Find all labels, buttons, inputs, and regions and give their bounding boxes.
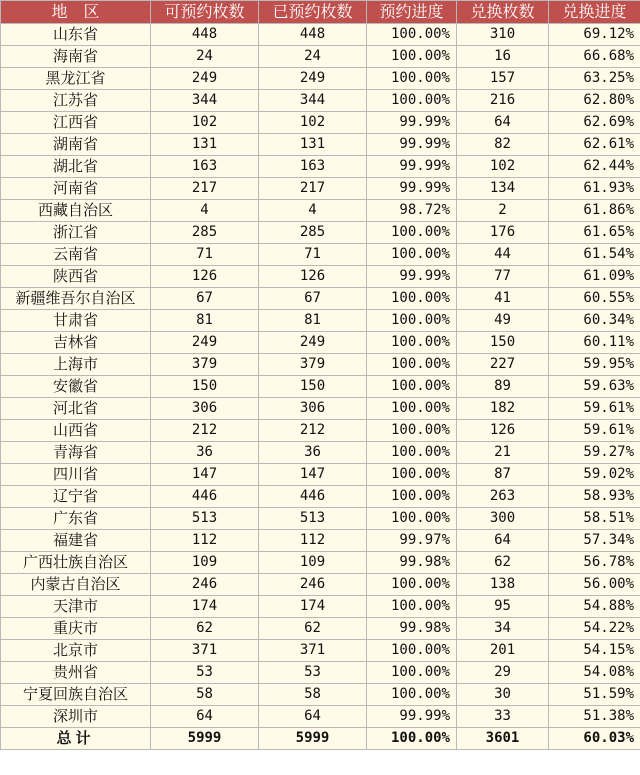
table-row: [1, 640, 640, 662]
table-row: [1, 112, 640, 134]
region-cell: 天津市: [1, 596, 151, 618]
region-cell: 江西省: [1, 112, 151, 134]
reservation-progress-cell: 100.00%: [367, 596, 457, 618]
region-cell: 深圳市: [1, 706, 151, 728]
exchanged-count-cell: 126: [457, 420, 549, 442]
exchanged-count-cell: 150: [457, 332, 549, 354]
exchanged-count-cell: 2: [457, 200, 549, 222]
reserved-count-cell: 71: [259, 244, 367, 266]
reserved-count-cell: 5999: [259, 728, 367, 750]
available-count-cell: 71: [151, 244, 259, 266]
region-cell: 湖北省: [1, 156, 151, 178]
region-cell: 广西壮族自治区: [1, 552, 151, 574]
reserved-count-cell: 306: [259, 398, 367, 420]
region-cell: 河北省: [1, 398, 151, 420]
table-row: [1, 662, 640, 684]
available-count-cell: 446: [151, 486, 259, 508]
exchange-progress-cell: 60.03%: [549, 728, 640, 750]
table-row: [1, 486, 640, 508]
table-row: [1, 596, 640, 618]
region-cell: 贵州省: [1, 662, 151, 684]
reserved-count-cell: 4: [259, 200, 367, 222]
header-reservation-progress: 预约进度: [367, 1, 457, 24]
region-cell: 陕西省: [1, 266, 151, 288]
available-count-cell: 102: [151, 112, 259, 134]
region-cell: 北京市: [1, 640, 151, 662]
reservation-progress-cell: 100.00%: [367, 222, 457, 244]
exchanged-count-cell: 44: [457, 244, 549, 266]
table-row: [1, 618, 640, 640]
region-cell: 新疆维吾尔自治区: [1, 288, 151, 310]
reservation-progress-cell: 100.00%: [367, 640, 457, 662]
table-row: [1, 552, 640, 574]
exchanged-count-cell: 41: [457, 288, 549, 310]
exchanged-count-cell: 29: [457, 662, 549, 684]
available-count-cell: 371: [151, 640, 259, 662]
exchanged-count-cell: 34: [457, 618, 549, 640]
available-count-cell: 249: [151, 332, 259, 354]
table-row: [1, 222, 640, 244]
reserved-count-cell: 285: [259, 222, 367, 244]
table-row: [1, 706, 640, 728]
reservation-progress-cell: 99.98%: [367, 552, 457, 574]
region-cell: 山东省: [1, 24, 151, 46]
exchanged-count-cell: 77: [457, 266, 549, 288]
reservation-progress-cell: 99.99%: [367, 706, 457, 728]
table-row: [1, 508, 640, 530]
reserved-count-cell: 102: [259, 112, 367, 134]
exchange-progress-cell: 54.15%: [549, 640, 640, 662]
reservation-progress-cell: 100.00%: [367, 464, 457, 486]
region-cell: 甘肃省: [1, 310, 151, 332]
table-row: [1, 574, 640, 596]
exchange-progress-cell: 63.25%: [549, 68, 640, 90]
total-row: [1, 728, 640, 750]
exchange-progress-cell: 58.51%: [549, 508, 640, 530]
reservation-progress-cell: 100.00%: [367, 574, 457, 596]
available-count-cell: 174: [151, 596, 259, 618]
exchanged-count-cell: 16: [457, 46, 549, 68]
region-cell: 总计: [1, 728, 151, 750]
table-row: [1, 332, 640, 354]
region-cell: 上海市: [1, 354, 151, 376]
region-cell: 山西省: [1, 420, 151, 442]
reservation-progress-cell: 100.00%: [367, 310, 457, 332]
reserved-count-cell: 150: [259, 376, 367, 398]
available-count-cell: 4: [151, 200, 259, 222]
region-cell: 福建省: [1, 530, 151, 552]
reserved-count-cell: 53: [259, 662, 367, 684]
table-row: [1, 266, 640, 288]
reserved-count-cell: 147: [259, 464, 367, 486]
reserved-count-cell: 67: [259, 288, 367, 310]
exchanged-count-cell: 89: [457, 376, 549, 398]
exchange-progress-cell: 56.78%: [549, 552, 640, 574]
reservation-progress-cell: 99.97%: [367, 530, 457, 552]
reserved-count-cell: 64: [259, 706, 367, 728]
exchanged-count-cell: 62: [457, 552, 549, 574]
exchange-progress-cell: 59.27%: [549, 442, 640, 464]
exchange-progress-cell: 57.34%: [549, 530, 640, 552]
table-row: [1, 156, 640, 178]
region-cell: 广东省: [1, 508, 151, 530]
region-cell: 湖南省: [1, 134, 151, 156]
available-count-cell: 150: [151, 376, 259, 398]
exchanged-count-cell: 33: [457, 706, 549, 728]
reservation-progress-cell: 100.00%: [367, 420, 457, 442]
available-count-cell: 126: [151, 266, 259, 288]
reservation-progress-cell: 100.00%: [367, 244, 457, 266]
reserved-count-cell: 163: [259, 156, 367, 178]
available-count-cell: 513: [151, 508, 259, 530]
exchange-progress-cell: 56.00%: [549, 574, 640, 596]
available-count-cell: 448: [151, 24, 259, 46]
region-cell: 内蒙古自治区: [1, 574, 151, 596]
reservation-progress-cell: 98.72%: [367, 200, 457, 222]
exchange-progress-cell: 66.68%: [549, 46, 640, 68]
region-cell: 海南省: [1, 46, 151, 68]
exchange-progress-cell: 59.95%: [549, 354, 640, 376]
available-count-cell: 212: [151, 420, 259, 442]
available-count-cell: 112: [151, 530, 259, 552]
available-count-cell: 131: [151, 134, 259, 156]
exchange-progress-cell: 61.09%: [549, 266, 640, 288]
header-reserved-count: 已预约枚数: [259, 1, 367, 24]
reserved-count-cell: 217: [259, 178, 367, 200]
region-cell: 黑龙江省: [1, 68, 151, 90]
exchange-progress-cell: 59.02%: [549, 464, 640, 486]
reservation-progress-cell: 99.99%: [367, 112, 457, 134]
available-count-cell: 246: [151, 574, 259, 596]
table-row: [1, 464, 640, 486]
exchange-progress-cell: 60.11%: [549, 332, 640, 354]
region-cell: 浙江省: [1, 222, 151, 244]
exchange-progress-cell: 51.59%: [549, 684, 640, 706]
available-count-cell: 217: [151, 178, 259, 200]
available-count-cell: 64: [151, 706, 259, 728]
available-count-cell: 36: [151, 442, 259, 464]
exchanged-count-cell: 300: [457, 508, 549, 530]
table-row: [1, 200, 640, 222]
reserved-count-cell: 126: [259, 266, 367, 288]
available-count-cell: 306: [151, 398, 259, 420]
exchanged-count-cell: 263: [457, 486, 549, 508]
table-row: [1, 288, 640, 310]
available-count-cell: 109: [151, 552, 259, 574]
exchange-progress-cell: 61.93%: [549, 178, 640, 200]
exchange-progress-cell: 61.86%: [549, 200, 640, 222]
table-row: [1, 376, 640, 398]
exchanged-count-cell: 182: [457, 398, 549, 420]
reservation-progress-cell: 100.00%: [367, 728, 457, 750]
reservation-progress-cell: 100.00%: [367, 332, 457, 354]
exchanged-count-cell: 138: [457, 574, 549, 596]
table-row: [1, 398, 640, 420]
exchange-progress-cell: 62.69%: [549, 112, 640, 134]
available-count-cell: 285: [151, 222, 259, 244]
exchanged-count-cell: 64: [457, 530, 549, 552]
reserved-count-cell: 212: [259, 420, 367, 442]
reservation-progress-cell: 100.00%: [367, 486, 457, 508]
header-exchange-progress: 兑换进度: [549, 1, 640, 24]
header-row: [1, 1, 640, 24]
exchanged-count-cell: 64: [457, 112, 549, 134]
available-count-cell: 163: [151, 156, 259, 178]
reserved-count-cell: 109: [259, 552, 367, 574]
reservation-progress-cell: 100.00%: [367, 684, 457, 706]
reserved-count-cell: 446: [259, 486, 367, 508]
region-cell: 青海省: [1, 442, 151, 464]
reserved-count-cell: 24: [259, 46, 367, 68]
table-row: [1, 442, 640, 464]
available-count-cell: 81: [151, 310, 259, 332]
exchange-progress-cell: 59.63%: [549, 376, 640, 398]
reserved-count-cell: 249: [259, 68, 367, 90]
table-row: [1, 68, 640, 90]
reservation-progress-cell: 100.00%: [367, 46, 457, 68]
exchanged-count-cell: 227: [457, 354, 549, 376]
reservation-progress-cell: 100.00%: [367, 354, 457, 376]
exchanged-count-cell: 95: [457, 596, 549, 618]
reservation-progress-cell: 100.00%: [367, 442, 457, 464]
reservation-progress-cell: 100.00%: [367, 288, 457, 310]
available-count-cell: 147: [151, 464, 259, 486]
exchanged-count-cell: 87: [457, 464, 549, 486]
reserved-count-cell: 513: [259, 508, 367, 530]
reserved-count-cell: 379: [259, 354, 367, 376]
reserved-count-cell: 249: [259, 332, 367, 354]
available-count-cell: 53: [151, 662, 259, 684]
reservation-progress-cell: 100.00%: [367, 90, 457, 112]
reserved-count-cell: 131: [259, 134, 367, 156]
exchange-progress-cell: 59.61%: [549, 398, 640, 420]
exchange-progress-cell: 51.38%: [549, 706, 640, 728]
exchange-progress-cell: 62.61%: [549, 134, 640, 156]
reserved-count-cell: 112: [259, 530, 367, 552]
exchange-progress-cell: 58.93%: [549, 486, 640, 508]
exchanged-count-cell: 216: [457, 90, 549, 112]
reserved-count-cell: 81: [259, 310, 367, 332]
reserved-count-cell: 344: [259, 90, 367, 112]
available-count-cell: 5999: [151, 728, 259, 750]
exchange-progress-cell: 69.12%: [549, 24, 640, 46]
reservation-progress-cell: 100.00%: [367, 508, 457, 530]
exchange-progress-cell: 62.80%: [549, 90, 640, 112]
table-row: [1, 684, 640, 706]
region-cell: 安徽省: [1, 376, 151, 398]
available-count-cell: 58: [151, 684, 259, 706]
reservation-progress-cell: 99.98%: [367, 618, 457, 640]
reservation-progress-cell: 99.99%: [367, 156, 457, 178]
table-row: [1, 90, 640, 112]
exchange-progress-cell: 60.34%: [549, 310, 640, 332]
reservation-progress-cell: 100.00%: [367, 68, 457, 90]
exchanged-count-cell: 134: [457, 178, 549, 200]
header-region: 地 区: [1, 1, 151, 24]
exchange-progress-cell: 61.54%: [549, 244, 640, 266]
exchange-progress-cell: 54.88%: [549, 596, 640, 618]
table-row: [1, 530, 640, 552]
region-cell: 辽宁省: [1, 486, 151, 508]
available-count-cell: 67: [151, 288, 259, 310]
region-cell: 宁夏回族自治区: [1, 684, 151, 706]
reservation-progress-cell: 100.00%: [367, 376, 457, 398]
available-count-cell: 24: [151, 46, 259, 68]
exchanged-count-cell: 102: [457, 156, 549, 178]
exchanged-count-cell: 157: [457, 68, 549, 90]
reservation-progress-cell: 99.99%: [367, 266, 457, 288]
reservation-progress-cell: 100.00%: [367, 398, 457, 420]
exchanged-count-cell: 49: [457, 310, 549, 332]
available-count-cell: 379: [151, 354, 259, 376]
reservation-progress-cell: 100.00%: [367, 662, 457, 684]
exchange-progress-cell: 62.44%: [549, 156, 640, 178]
region-cell: 河南省: [1, 178, 151, 200]
table-row: [1, 134, 640, 156]
exchanged-count-cell: 3601: [457, 728, 549, 750]
available-count-cell: 344: [151, 90, 259, 112]
table-row: [1, 354, 640, 376]
exchange-progress-cell: 54.22%: [549, 618, 640, 640]
exchange-progress-cell: 54.08%: [549, 662, 640, 684]
table-row: [1, 178, 640, 200]
available-count-cell: 62: [151, 618, 259, 640]
exchanged-count-cell: 176: [457, 222, 549, 244]
reservation-progress-cell: 100.00%: [367, 24, 457, 46]
region-cell: 云南省: [1, 244, 151, 266]
region-cell: 吉林省: [1, 332, 151, 354]
reserved-count-cell: 371: [259, 640, 367, 662]
reservation-progress-cell: 99.99%: [367, 134, 457, 156]
reserved-count-cell: 36: [259, 442, 367, 464]
table-row: [1, 24, 640, 46]
reservation-progress-cell: 99.99%: [367, 178, 457, 200]
region-cell: 江苏省: [1, 90, 151, 112]
exchange-progress-cell: 59.61%: [549, 420, 640, 442]
region-cell: 四川省: [1, 464, 151, 486]
exchanged-count-cell: 201: [457, 640, 549, 662]
available-count-cell: 249: [151, 68, 259, 90]
reserved-count-cell: 58: [259, 684, 367, 706]
reserved-count-cell: 448: [259, 24, 367, 46]
table-row: [1, 244, 640, 266]
reserved-count-cell: 246: [259, 574, 367, 596]
table-row: [1, 420, 640, 442]
header-exchanged-count: 兑换枚数: [457, 1, 549, 24]
reserved-count-cell: 62: [259, 618, 367, 640]
region-cell: 重庆市: [1, 618, 151, 640]
exchange-progress-cell: 61.65%: [549, 222, 640, 244]
exchanged-count-cell: 30: [457, 684, 549, 706]
exchanged-count-cell: 310: [457, 24, 549, 46]
table-row: [1, 310, 640, 332]
exchanged-count-cell: 21: [457, 442, 549, 464]
header-available-count: 可预约枚数: [151, 1, 259, 24]
exchanged-count-cell: 82: [457, 134, 549, 156]
exchange-progress-cell: 60.55%: [549, 288, 640, 310]
reserved-count-cell: 174: [259, 596, 367, 618]
region-cell: 西藏自治区: [1, 200, 151, 222]
table-row: [1, 46, 640, 68]
